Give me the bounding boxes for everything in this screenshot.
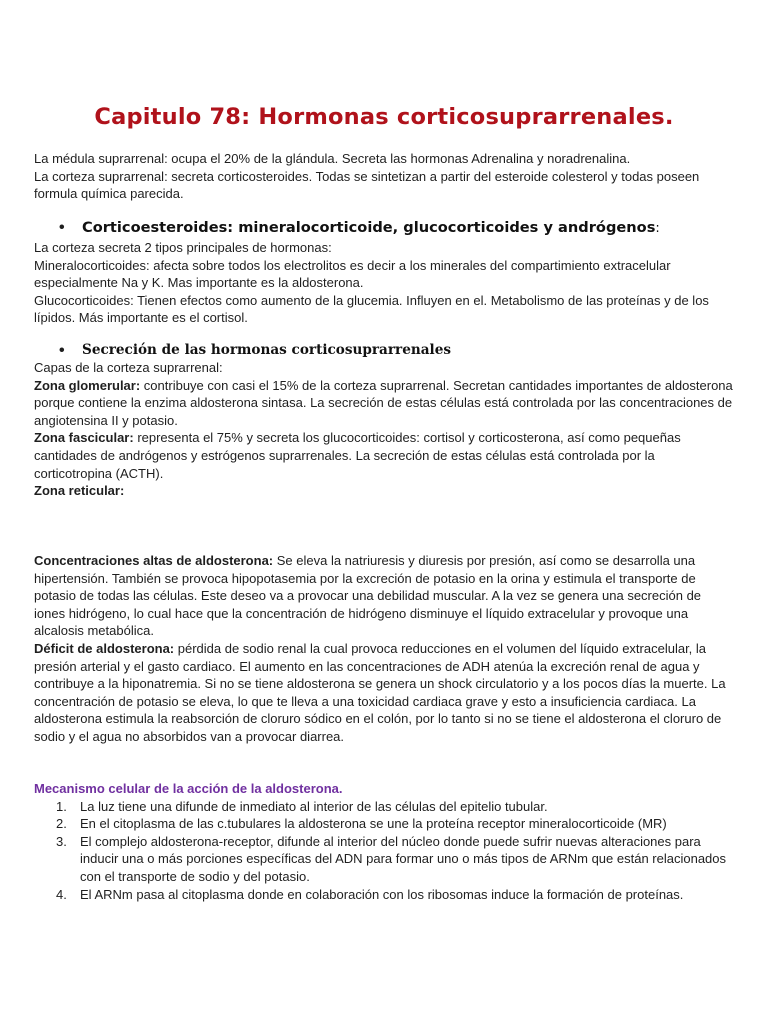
label-deficit: Déficit de aldosterona: xyxy=(34,640,175,656)
list-item xyxy=(34,886,734,904)
intro-medula: La médula suprarrenal: ocupa el 20% de la glándula. Secreta las hormonas Adrenalina y noradrenalina. xyxy=(34,151,631,166)
label-zona-reticular: Zona reticular: xyxy=(34,483,125,499)
paragraph-deficit xyxy=(34,640,734,746)
paragraph-mineralocorticoides: Mineralocorticoides: afecta sobre todos los electrolitos es decir a los minerales del compartimiento extracelular especialmente Na y K. Mas importante es la aldosterona. xyxy=(34,257,671,291)
paragraph-concentraciones-altas xyxy=(34,552,734,640)
page-title: Capitulo 78: Hormonas corticosuprarrenales. xyxy=(94,104,674,130)
paragraph-glucocorticoides: Glucocorticoides: Tienen efectos como aumento de la glucemia. Influyen en el. Metabolismo de las proteínas y de los lípidos. Más importante es el cortisol. xyxy=(34,292,709,326)
mecanismo-list xyxy=(34,798,734,904)
section-aldosterona-body xyxy=(34,552,734,746)
intro-corteza: La corteza suprarrenal: secreta corticosteroides. Todas se sintetizan a partir del esteroide colesterol y todas poseen formula química parecida. xyxy=(34,168,700,202)
bullet-icon: • xyxy=(59,219,65,236)
paragraph-zona-fascicular xyxy=(34,429,734,482)
paragraph-capas: Capas de la corteza suprarrenal: xyxy=(34,360,223,375)
label-zona-glomerular: Zona glomerular: xyxy=(34,377,141,393)
paragraph-tipos: La corteza secreta 2 tipos principales de hormonas: xyxy=(34,240,332,255)
list-item xyxy=(34,798,734,816)
heading-secrecion: Secreción de las hormonas corticosuprarrenales xyxy=(82,342,451,358)
list-item-text: El complejo aldosterona-receptor, difunde al interior del núcleo donde puede sufrir nuevas alteraciones para inducir una o más porciones específicas del ADN para formar uno o más tipos de ARNm que están relacionados con el transporte de sodio y del potasio. xyxy=(80,833,727,884)
label-zona-fascicular: Zona fascicular: xyxy=(34,430,134,446)
label-concentraciones-altas: Concentraciones altas de aldosterona: xyxy=(34,553,274,568)
text-concentraciones-altas: Se eleva la natriuresis y diuresis por presión, así como se desarrolla una hipertensión. También se provoca hipopotasemia por la excreción de potasio en la orina y estimula el transporte de potasio de todas las células. Este deseo va a provocar una debilidad muscular. A la vez se genera una secreción de iones hidrógeno, lo cual hace que la concentración de hidrógeno disminuye el líquido extracelular y provoque una alcalosis metabólica. xyxy=(34,553,702,639)
heading-colon: : xyxy=(655,221,660,236)
text-zona-fascicular: representa el 75% y secreta los glucocorticoides: cortisol y corticosterona, así como pequeñas cantidades de andrógenos y estrógenos suprarrenales. La secreción de estas células está controlada por la corticotropina (ACTH). xyxy=(34,430,681,481)
list-item-number: 2. xyxy=(56,816,67,832)
section-corticoesteroides-body xyxy=(34,239,734,327)
list-item xyxy=(34,815,734,833)
bullet-icon: • xyxy=(59,342,65,359)
list-item-number: 3. xyxy=(56,833,67,849)
list-item-number: 1. xyxy=(56,798,67,814)
list-item-text: La luz tiene una difunde de inmediato al interior de las células del epitelio tubular. xyxy=(80,798,548,814)
paragraph-zona-glomerular xyxy=(34,377,734,430)
section-mecanismo xyxy=(34,780,734,903)
list-item-text: El ARNm pasa al citoplasma donde en colaboración con los ribosomas induce la formación de proteínas. xyxy=(80,886,684,902)
list-item-number: 4. xyxy=(56,886,67,902)
list-item-text: En el citoplasma de las c.tubulares la aldosterona se une la proteína receptor mineralocorticoide (MR) xyxy=(80,816,667,832)
heading-corticoesteroides: Corticoesteroides: mineralocorticoide, glucocorticoides y andrógenos xyxy=(82,219,656,236)
text-deficit: pérdida de sodio renal la cual provoca reducciones en el volumen del líquido extracelular, la presión arterial y el gasto cardiaco. El aumento en las concentraciones de ADH atenúa la excreción renal de agua y contribuye a la hiponatremia. Si no se tiene aldosterona se genera un shock circulatorio y a los pocos días la muerte. La concentración de potasio se eleva, lo que te lleva a una toxicidad cardiaca grave y esto a insuficiencia cardiaca. La aldosterona estimula la reabsorción de cloruro sódico en el colón, por lo tanto si no se tiene el aldosterona el cloruro de sodio y el agua no absorbidos van a provocar diarrea. xyxy=(34,640,726,744)
text-zona-glomerular: contribuye con casi el 15% de la corteza suprarrenal. Secretan cantidades importantes de aldosterona porque contiene la enzima aldosterona sintasa. La secreción de estas células está controlada por las concentraciones de angiotensina II y potasio. xyxy=(34,377,733,428)
list-item xyxy=(34,833,734,886)
section-secrecion-body xyxy=(34,359,734,500)
heading-mecanismo: Mecanismo celular de la acción de la aldosterona. xyxy=(34,781,343,796)
intro-paragraphs xyxy=(34,150,734,203)
